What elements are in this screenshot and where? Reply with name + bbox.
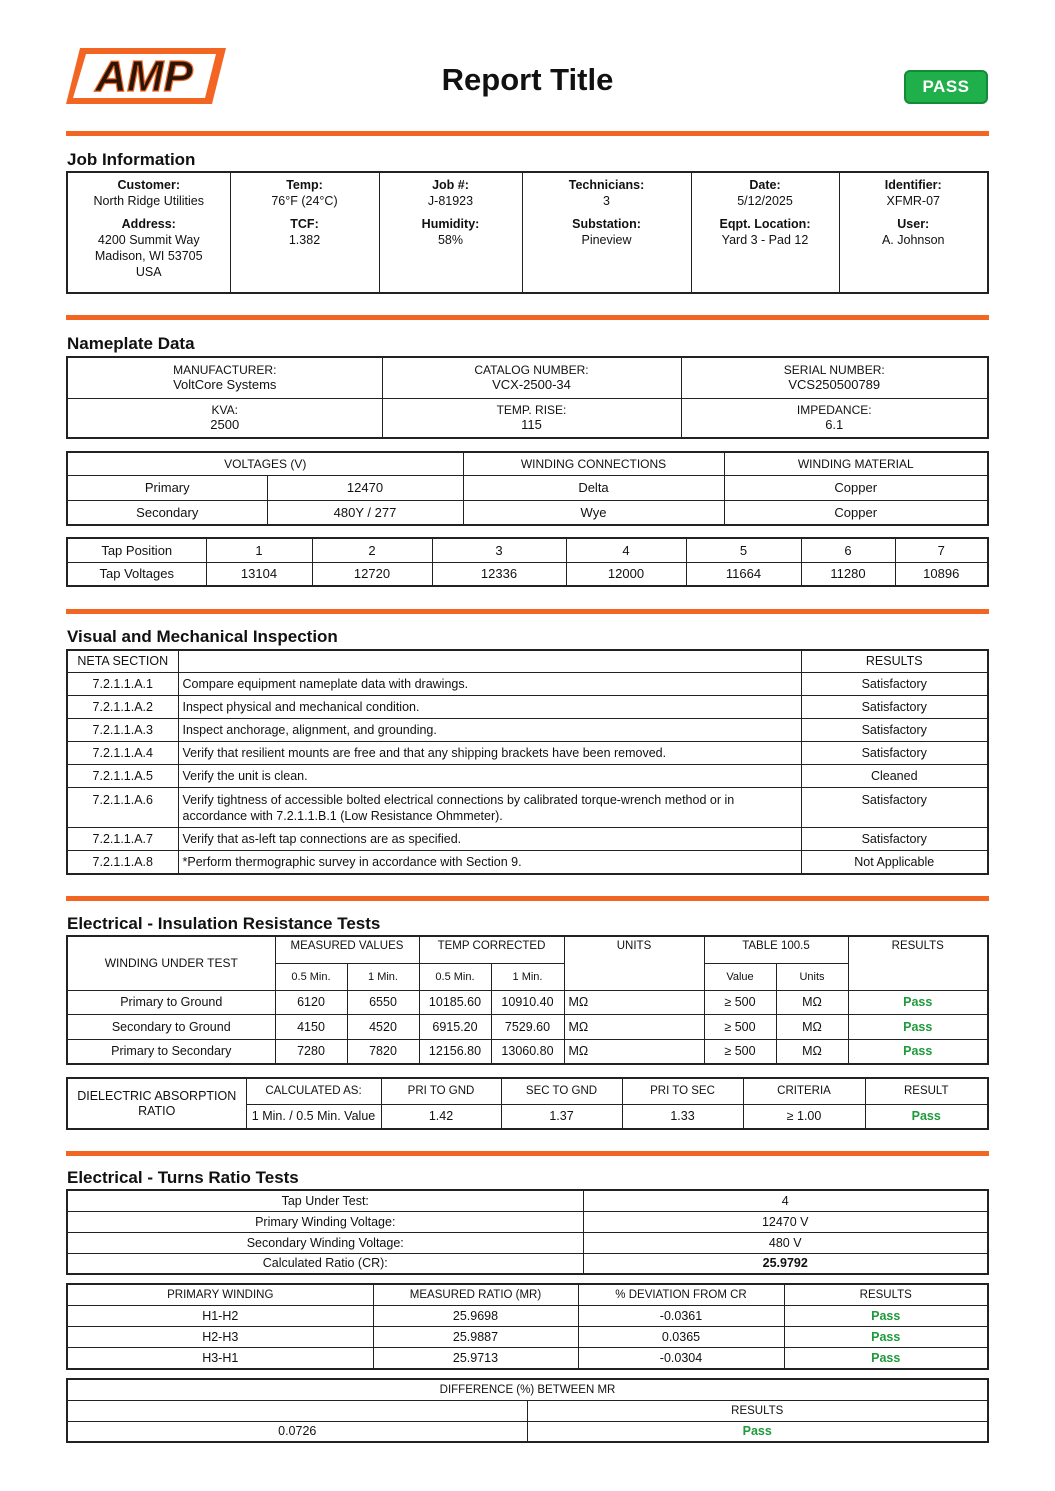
corrected-1: 13060.80 [491,1039,564,1064]
tap-voltage: 12720 [312,562,432,586]
result-pass: Pass [848,990,988,1014]
deviation: -0.0361 [578,1305,784,1326]
table-value: ≥ 500 [704,1014,776,1039]
result-pass: Pass [784,1348,988,1369]
tap-voltage: 11280 [801,562,895,586]
voltages-header: VOLTAGES (V) [67,452,463,475]
turns-info-label: Primary Winding Voltage: [67,1211,583,1232]
primary-winding: H3-H1 [67,1348,373,1369]
nameplate-temp-rise: TEMP. RISE: 115 [382,398,681,438]
corrected-1: 7529.60 [491,1014,564,1039]
inspection-result: Cleaned [801,764,988,787]
table-value: ≥ 500 [704,1039,776,1064]
description-header [178,650,801,672]
deviation: 0.0365 [578,1327,784,1348]
table-units: MΩ [776,1039,848,1064]
dar-sec-gnd: 1.37 [501,1104,622,1129]
corrected-1-header: 1 Min. [491,963,564,990]
dar-sec-gnd-header: SEC TO GND [501,1078,622,1104]
calculated-ratio-value: 25.9792 [583,1253,988,1274]
job-info-heading: Job Information [67,150,196,169]
status-badge: PASS [904,70,988,104]
table-row [67,475,988,500]
corrected-1: 10910.40 [491,990,564,1014]
measured-ratio: 25.9698 [373,1305,578,1326]
table-row [67,1305,988,1326]
dar-calc-header: CALCULATED AS: [246,1078,381,1104]
neta-section: 7.2.1.1.A.7 [67,828,178,851]
tap-voltage: 10896 [895,562,988,586]
tap-position: 2 [312,538,432,562]
primary-winding: H2-H3 [67,1327,373,1348]
job-cell-identifier: Identifier: XFMR-07 [839,172,988,212]
table-row [67,828,988,851]
table-value-header: Value [704,963,776,990]
inspection-description: Inspect physical and mechanical condition. [178,695,801,718]
section-divider [66,896,989,901]
neta-section: 7.2.1.1.A.4 [67,741,178,764]
neta-section: 7.2.1.1.A.5 [67,764,178,787]
deviation: -0.0304 [578,1348,784,1369]
temp-corrected-header: TEMP CORRECTED [419,936,564,963]
results-header: RESULTS [848,936,988,990]
turns-info-label: Tap Under Test: [67,1190,583,1211]
winding-connection: Delta [463,475,724,500]
results-header: RESULTS [801,650,988,672]
turns-ratio-table [66,1283,989,1370]
results-header: RESULTS [784,1284,988,1305]
primary-winding-header: PRIMARY WINDING [67,1284,373,1305]
winding-voltage: 480Y / 277 [267,500,463,525]
winding-material: Copper [724,500,988,525]
inspection-description: Verify tightness of accessible bolted electrical connections by calibrated torque-wrench method or in accordance with 7.2.1.1.B.1 (Low Resistance Ohmmeter). [178,788,801,828]
job-cell-humidity: Humidity: 58% [379,212,522,293]
winding-name: Secondary to Ground [67,1014,275,1039]
units-value: MΩ [564,1039,704,1064]
nameplate-serial: SERIAL NUMBER: VCS250500789 [681,357,988,398]
nameplate-catalog: CATALOG NUMBER: VCX-2500-34 [382,357,681,398]
tap-voltages-label: Tap Voltages [67,562,206,586]
insulation-table [66,935,989,1065]
mr-difference-results-header: RESULTS [527,1400,988,1421]
section-divider [66,315,989,320]
units-value: MΩ [564,990,704,1014]
tap-position-label: Tap Position [67,538,206,562]
table-row [67,1190,988,1211]
turns-ratio-heading: Electrical - Turns Ratio Tests [67,1168,299,1187]
winding-name: Primary [67,475,267,500]
job-cell-technicians: Technicians: 3 [522,172,691,212]
inspection-result: Satisfactory [801,718,988,741]
section-divider [66,609,989,614]
corrected-05-header: 0.5 Min. [419,963,491,990]
mr-difference-table [66,1378,989,1443]
inspection-description: Verify the unit is clean. [178,764,801,787]
logo-text: AMP [95,52,193,101]
winding-name: Secondary [67,500,267,525]
report-title: Report Title [441,62,614,97]
units-value: MΩ [564,1014,704,1039]
tap-voltages-row [67,562,988,586]
table-row [67,741,988,764]
neta-section: 7.2.1.1.A.1 [67,672,178,695]
winding-name: Primary to Secondary [67,1039,275,1064]
nameplate-manufacturer: MANUFACTURER: VoltCore Systems [67,357,382,398]
inspection-description: Inspect anchorage, alignment, and grounding. [178,718,801,741]
job-cell-date: Date: 5/12/2025 [691,172,839,212]
winding-material-header: WINDING MATERIAL [724,452,988,475]
dar-pri-gnd: 1.42 [381,1104,501,1129]
nameplate-kva: KVA: 2500 [67,398,382,438]
table-row [67,718,988,741]
turns-info-label: Calculated Ratio (CR): [67,1253,583,1274]
table-row [67,851,988,874]
turns-info-value: 12470 V [583,1211,988,1232]
mr-difference-blank [67,1400,527,1421]
dar-criteria-header: CRITERIA [743,1078,865,1104]
dar-pri-sec: 1.33 [622,1104,743,1129]
primary-winding: H1-H2 [67,1305,373,1326]
table-units-header: Units [776,963,848,990]
section-divider [66,131,989,136]
table-row [67,1232,988,1253]
table-row [67,1211,988,1232]
winding-connections-header: WINDING CONNECTIONS [463,452,724,475]
measured-05: 7280 [275,1039,347,1064]
inspection-description: Compare equipment nameplate data with drawings. [178,672,801,695]
job-cell-eqpt-location: Eqpt. Location: Yard 3 - Pad 12 [691,212,839,293]
dar-result-header: RESULT [865,1078,988,1104]
inspection-result: Satisfactory [801,695,988,718]
measured-1: 6550 [347,990,419,1014]
table-row [67,788,988,828]
winding-connection: Wye [463,500,724,525]
job-cell-address: Address: 4200 Summit Way Madison, WI 53705 USA [67,212,230,293]
job-cell-job-number: Job #: J-81923 [379,172,522,212]
turns-info-table [66,1189,989,1275]
inspection-description: *Perform thermographic survey in accordance with Section 9. [178,851,801,874]
table-row [67,1014,988,1039]
result-pass: Pass [848,1039,988,1064]
dar-criteria: ≥ 1.00 [743,1104,865,1129]
winding-under-test-header: WINDING UNDER TEST [67,936,275,990]
neta-section-header: NETA SECTION [67,650,178,672]
dar-pri-gnd-header: PRI TO GND [381,1078,501,1104]
mr-difference-result: Pass [527,1421,988,1442]
dar-pri-sec-header: PRI TO SEC [622,1078,743,1104]
nameplate-impedance: IMPEDANCE: 6.1 [681,398,988,438]
visual-inspection-heading: Visual and Mechanical Inspection [67,627,338,646]
measured-1-header: 1 Min. [347,963,419,990]
section-divider [66,1151,989,1156]
dar-result: Pass [865,1104,988,1129]
inspection-result: Satisfactory [801,672,988,695]
table-units: MΩ [776,990,848,1014]
tap-position-row [67,538,988,562]
table-row [67,1327,988,1348]
neta-section: 7.2.1.1.A.3 [67,718,178,741]
table-100-5-header: TABLE 100.5 [704,936,848,963]
visual-inspection-table [66,649,989,875]
inspection-result: Satisfactory [801,741,988,764]
measured-1: 7820 [347,1039,419,1064]
tap-position: 4 [566,538,686,562]
tap-voltage: 12336 [432,562,566,586]
measured-05: 6120 [275,990,347,1014]
insulation-heading: Electrical - Insulation Resistance Tests [67,914,381,933]
tap-voltage: 11664 [686,562,801,586]
measured-ratio: 25.9713 [373,1348,578,1369]
result-pass: Pass [784,1305,988,1326]
tap-position: 3 [432,538,566,562]
measured-05: 4150 [275,1014,347,1039]
table-row [67,500,988,525]
table-value: ≥ 500 [704,990,776,1014]
neta-section: 7.2.1.1.A.2 [67,695,178,718]
result-pass: Pass [784,1327,988,1348]
corrected-05: 10185.60 [419,990,491,1014]
tap-position: 1 [206,538,312,562]
winding-table [66,451,989,526]
result-pass: Pass [848,1014,988,1039]
table-row [67,990,988,1014]
inspection-result: Satisfactory [801,828,988,851]
table-row [67,1253,988,1274]
tap-table [66,537,989,587]
nameplate-heading: Nameplate Data [67,334,195,353]
job-info-table [66,171,989,294]
turns-info-value: 480 V [583,1232,988,1253]
winding-material: Copper [724,475,988,500]
table-row [67,764,988,787]
tap-position: 5 [686,538,801,562]
winding-name: Primary to Ground [67,990,275,1014]
table-row [67,1039,988,1064]
table-row [67,695,988,718]
measured-1: 4520 [347,1014,419,1039]
table-row [67,672,988,695]
job-cell-tcf: TCF: 1.382 [230,212,379,293]
measured-ratio: 25.9887 [373,1327,578,1348]
inspection-result: Not Applicable [801,851,988,874]
neta-section: 7.2.1.1.A.8 [67,851,178,874]
tap-position: 6 [801,538,895,562]
dar-label: DIELECTRIC ABSORPTION RATIO [67,1078,246,1129]
table-row [67,1348,988,1369]
tap-voltage: 12000 [566,562,686,586]
inspection-result: Satisfactory [801,788,988,828]
dar-table [66,1077,989,1130]
job-cell-user: User: A. Johnson [839,212,988,293]
corrected-05: 12156.80 [419,1039,491,1064]
job-cell-customer: Customer: North Ridge Utilities [67,172,230,212]
winding-voltage: 12470 [267,475,463,500]
dar-calc: 1 Min. / 0.5 Min. Value [246,1104,381,1129]
neta-section: 7.2.1.1.A.6 [67,788,178,828]
measured-ratio-header: MEASURED RATIO (MR) [373,1284,578,1305]
table-units: MΩ [776,1014,848,1039]
mr-difference-value: 0.0726 [67,1421,527,1442]
nameplate-table [66,356,989,439]
job-cell-substation: Substation: Pineview [522,212,691,293]
inspection-description: Verify that as-left tap connections are as specified. [178,828,801,851]
corrected-05: 6915.20 [419,1014,491,1039]
mr-difference-header: DIFFERENCE (%) BETWEEN MR [67,1379,988,1400]
measured-values-header: MEASURED VALUES [275,936,419,963]
tap-position: 7 [895,538,988,562]
measured-05-header: 0.5 Min. [275,963,347,990]
inspection-description: Verify that resilient mounts are free and that any shipping brackets have been removed. [178,741,801,764]
turns-info-value: 4 [583,1190,988,1211]
turns-info-label: Secondary Winding Voltage: [67,1232,583,1253]
tap-voltage: 13104 [206,562,312,586]
units-header: UNITS [564,936,704,990]
deviation-header: % DEVIATION FROM CR [578,1284,784,1305]
job-cell-temp: Temp: 76°F (24°C) [230,172,379,212]
